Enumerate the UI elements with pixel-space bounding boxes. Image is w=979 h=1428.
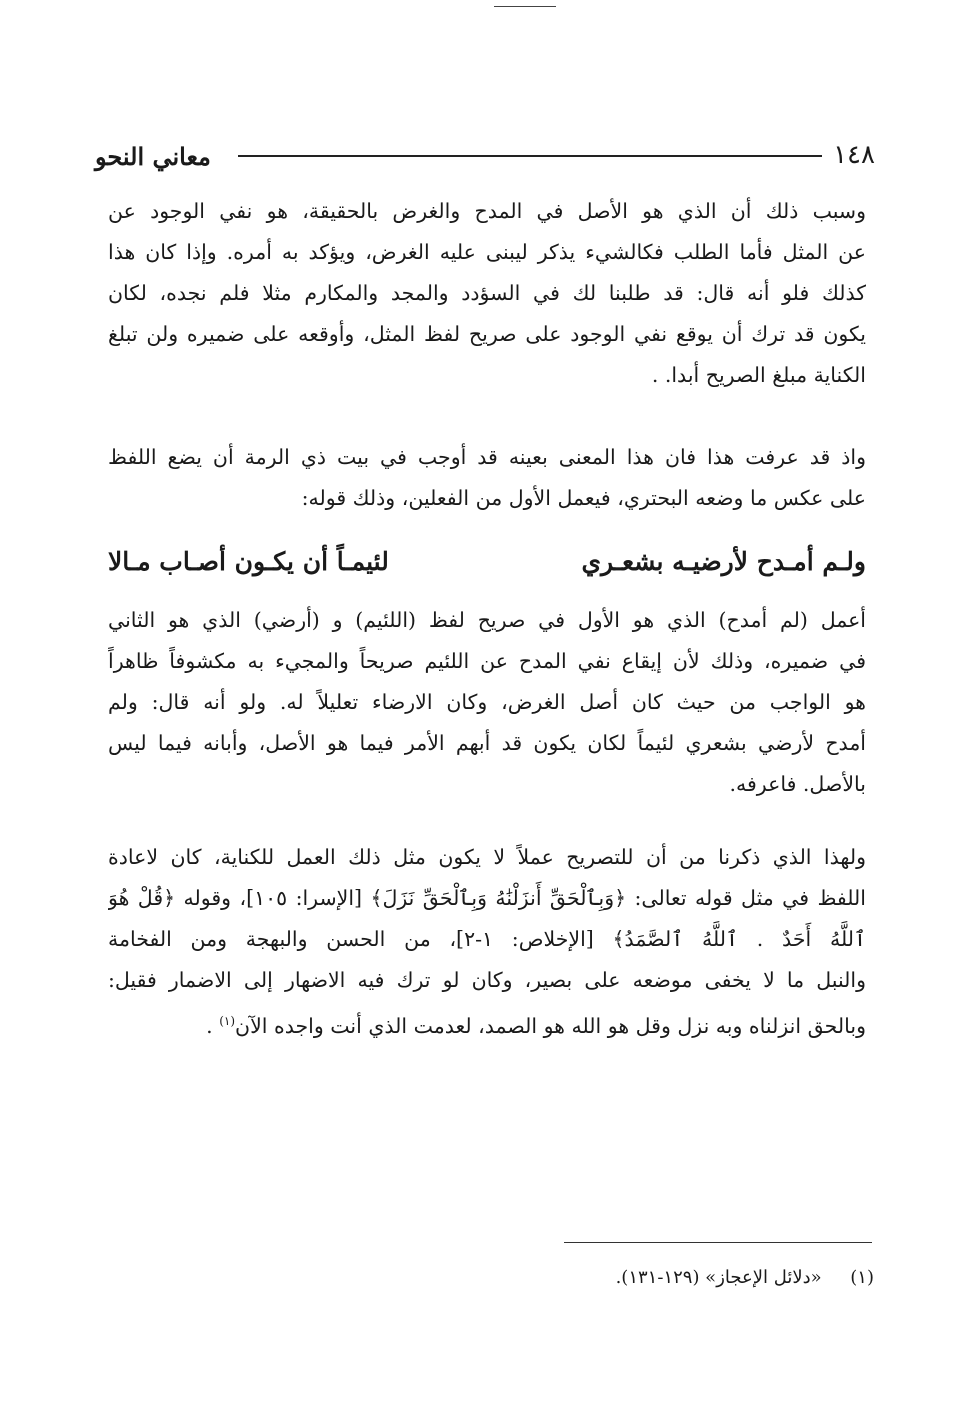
text-line: وسبب ذلك أن الذي هو الأصل في المدح والغرض بالحقيقة، هو نفي الوجود عن: [108, 199, 866, 223]
verse-first-hemistich: ولـم أمـدح لأرضيـه بشعـري: [581, 547, 866, 576]
text-line: أعمل (لم أمدح) الذي هو الأول في صريح لفظ (اللئيم) و (أرضي) الذي هو الثاني: [108, 608, 866, 632]
paragraph-3: [108, 600, 866, 805]
poetry-verse: [108, 540, 866, 584]
text-line-end: .: [206, 1013, 220, 1038]
text-line: كذلك فلو أنه قال: قد طلبنا لك في السؤدد والمجد والمكارم مثلا فلم نجده، لكان: [108, 281, 866, 305]
footnote: [540, 1262, 874, 1294]
top-rule: [494, 6, 556, 7]
page-number: ١٤٨: [833, 140, 875, 170]
footnote-number: (١): [850, 1267, 874, 1288]
text-line: اللفظ في مثل قوله تعالى: ﴿وَبِٱلْحَقِّ أَنزَلْنَٰهُ وَبِٱلْحَقِّ نَزَلَ﴾ [الإسرا: ١٠٥]، وقوله ﴿قُلْ هُوَ: [108, 886, 866, 910]
text-line: على عكس ما وضعه البحتري، فيعمل الأول من الفعلين، وذلك قوله:: [301, 486, 866, 510]
text-line: [108, 1001, 866, 1042]
paragraph-1: [108, 191, 866, 396]
text-line: يكون قد ترك أن يوقع نفي الوجود على صريح لفظ المثل، وأوقعه على ضميره ولن تبلغ: [108, 322, 866, 346]
footnote-text: «دلائل الإعجاز» (١٢٩-١٣١).: [615, 1267, 822, 1288]
text-line: ٱللَّهُ أَحَدٌ . ٱللَّهُ ٱلصَّمَدُ﴾ [الإخلاص: ١-٢]، من الحسن والبهجة ومن الفخامة: [108, 927, 866, 951]
text-line: الكناية مبلغ الصريح أبدا. .: [651, 363, 866, 387]
running-title: معاني النحو: [95, 142, 211, 171]
text-line: هو الواجب من حيث كان أصل الغرض، وكان الارضاء تعليلاً له. ولو أنه قال: ولم: [108, 690, 866, 714]
text-line: والنبل ما لا يخفى موضعه على بصير، وكان لو ترك فيه الاضهار إلى الاضمار فقيل:: [108, 968, 866, 992]
paragraph-4: [108, 837, 866, 1042]
text-line: ولهذا الذي ذكرنا من أن للتصريح عملاً لا يكون مثل ذلك العمل للكناية، كان لاعادة: [108, 845, 866, 869]
text-line: عن المثل فأما الطلب فكالشيء يذكر ليبنى عليه الغرض، ويؤكد به أمره. وإذا كان هذا: [108, 240, 866, 264]
text-line: في ضميره، وذلك لأن إيقاع نفي المدح عن اللئيم صريحاً والمجيء به مكشوفاً ظاهراً: [108, 649, 866, 673]
footnote-reference[interactable]: (١): [219, 1014, 236, 1028]
footnote-rule: [564, 1242, 872, 1243]
page-header: [95, 140, 883, 180]
verse-second-hemistich: لئيمـاً أن يكـون أصـاب مـالا: [108, 547, 389, 576]
text-line: واذ قد عرفت هذا فان هذا المعنى بعينه قد أوجب في بيت ذي الرمة أن يضع اللفظ: [108, 445, 866, 469]
header-rule: [238, 155, 822, 157]
text-line: بالأصل. فاعرفه.: [729, 772, 866, 796]
paragraph-2: [108, 437, 866, 519]
text-line: أمدح لأرضي بشعري لئيماً لكان يكون قد أبهم الأمر فيما هو الأصل، وأبانه فيما ليس: [108, 731, 866, 755]
text-line-content: وبالحق انزلناه وبه نزل وقل هو الله هو الصمد، لعدمت الذي أنت واجده الآن: [235, 1013, 866, 1038]
